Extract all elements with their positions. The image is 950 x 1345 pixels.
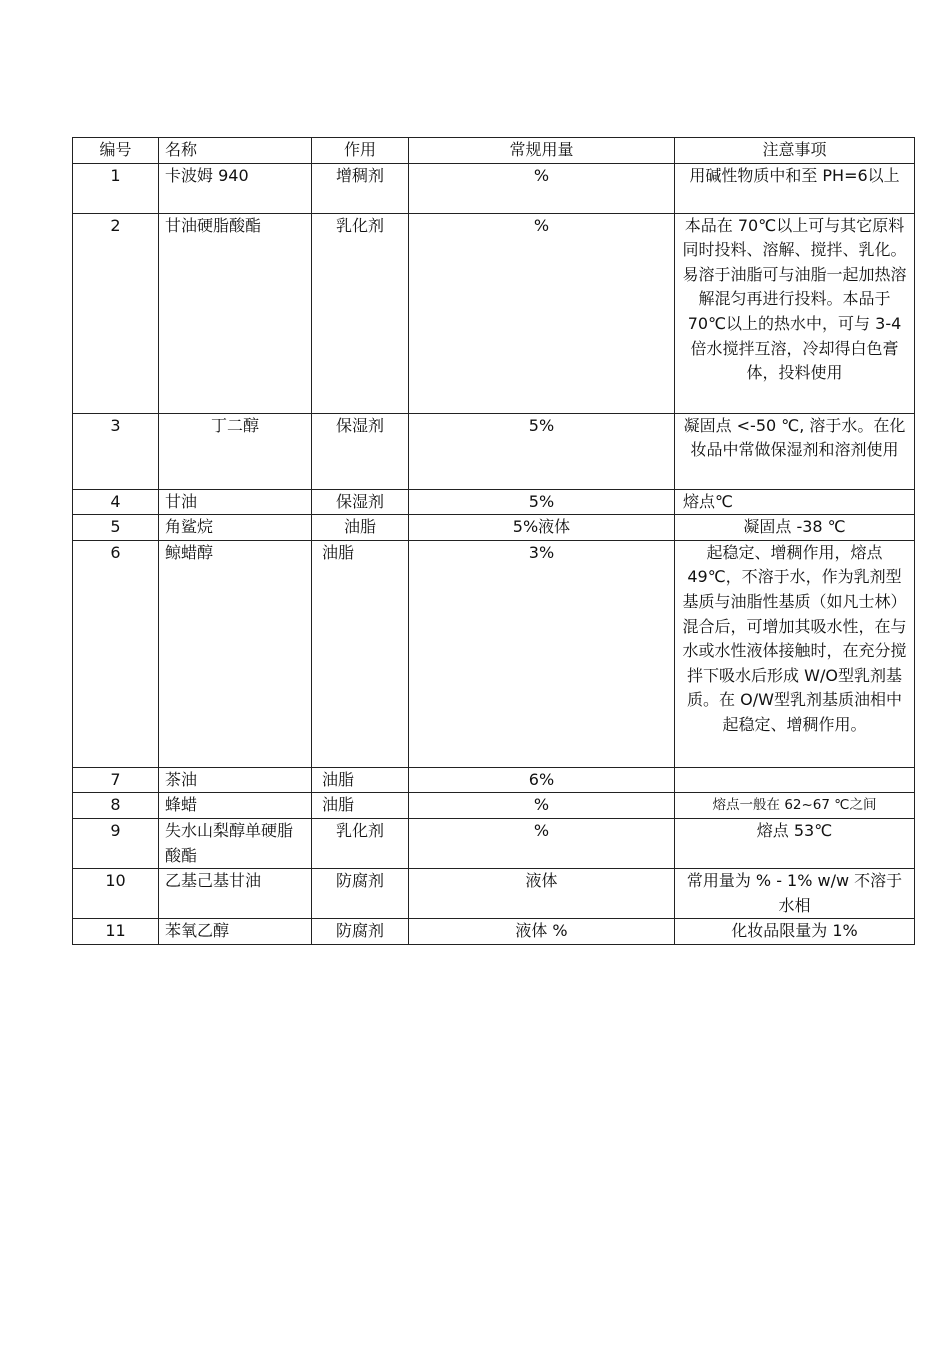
cell-name: 失水山梨醇单硬脂酸酯 xyxy=(159,818,312,868)
header-no: 编号 xyxy=(73,138,159,164)
header-dosage: 常规用量 xyxy=(409,138,675,164)
cell-dosage: 液体 xyxy=(409,869,675,919)
cell-name: 鲸蜡醇 xyxy=(159,540,312,767)
cell-dosage: 5% xyxy=(409,413,675,489)
cell-name: 苯氧乙醇 xyxy=(159,919,312,945)
cell-notes: 熔点 53℃ xyxy=(675,818,915,868)
cell-name: 丁二醇 xyxy=(159,413,312,489)
cell-dosage: % xyxy=(409,163,675,213)
table-row xyxy=(73,919,915,945)
table-header-row xyxy=(73,138,915,164)
cell-notes: 熔点一般在 62~67 ℃之间 xyxy=(675,793,915,819)
cell-name: 卡波姆 940 xyxy=(159,163,312,213)
cell-name: 甘油硬脂酸酯 xyxy=(159,213,312,413)
table-row xyxy=(73,413,915,489)
cell-function: 乳化剂 xyxy=(312,213,409,413)
table-row xyxy=(73,489,915,515)
table-row xyxy=(73,767,915,793)
cell-dosage: 6% xyxy=(409,767,675,793)
cell-dosage: 5%液体 xyxy=(409,515,675,541)
cell-function: 防腐剂 xyxy=(312,869,409,919)
cell-notes xyxy=(675,767,915,793)
cell-function: 保湿剂 xyxy=(312,489,409,515)
header-function: 作用 xyxy=(312,138,409,164)
cell-notes: 凝固点 -38 ℃ xyxy=(675,515,915,541)
cell-no: 1 xyxy=(73,163,159,213)
cell-function: 油脂 xyxy=(312,515,409,541)
cell-function: 油脂 xyxy=(312,540,409,767)
cell-notes: 熔点℃ xyxy=(675,489,915,515)
cell-notes: 化妆品限量为 1% xyxy=(675,919,915,945)
cell-no: 2 xyxy=(73,213,159,413)
cell-dosage: % xyxy=(409,213,675,413)
cell-function: 乳化剂 xyxy=(312,818,409,868)
cell-no: 8 xyxy=(73,793,159,819)
cell-no: 9 xyxy=(73,818,159,868)
cell-no: 3 xyxy=(73,413,159,489)
table-row xyxy=(73,515,915,541)
cell-notes: 本品在 70℃以上可与其它原料同时投料、溶解、搅拌、乳化。易溶于油脂可与油脂一起加热溶解混匀再进行投料。本品于 70℃以上的热水中，可与 3-4 倍水搅拌互溶，冷却得白色膏体，投料使用 xyxy=(675,213,915,413)
cell-no: 5 xyxy=(73,515,159,541)
table-row xyxy=(73,540,915,767)
cell-name: 甘油 xyxy=(159,489,312,515)
table-row xyxy=(73,213,915,413)
cell-notes: 凝固点 <-50 ℃, 溶于水。在化妆品中常做保湿剂和溶剂使用 xyxy=(675,413,915,489)
cell-dosage: 液体 % xyxy=(409,919,675,945)
cell-dosage: 3% xyxy=(409,540,675,767)
cell-name: 角鲨烷 xyxy=(159,515,312,541)
cell-function: 保湿剂 xyxy=(312,413,409,489)
table-row xyxy=(73,869,915,919)
cell-no: 11 xyxy=(73,919,159,945)
header-name: 名称 xyxy=(159,138,312,164)
cell-function: 防腐剂 xyxy=(312,919,409,945)
cell-name: 蜂蜡 xyxy=(159,793,312,819)
cell-no: 7 xyxy=(73,767,159,793)
cell-function: 增稠剂 xyxy=(312,163,409,213)
table-row xyxy=(73,163,915,213)
cell-notes: 常用量为 % - 1% w/w 不溶于水相 xyxy=(675,869,915,919)
cell-function: 油脂 xyxy=(312,793,409,819)
cell-notes: 用碱性物质中和至 PH=6以上 xyxy=(675,163,915,213)
cell-no: 6 xyxy=(73,540,159,767)
cell-dosage: % xyxy=(409,793,675,819)
table-row xyxy=(73,818,915,868)
table-row xyxy=(73,793,915,819)
cell-dosage: % xyxy=(409,818,675,868)
cell-name: 茶油 xyxy=(159,767,312,793)
cell-dosage: 5% xyxy=(409,489,675,515)
cell-no: 4 xyxy=(73,489,159,515)
cell-notes: 起稳定、增稠作用，熔点 49℃，不溶于水，作为乳剂型基质与油脂性基质（如凡士林）混合后，可增加其吸水性，在与水或水性液体接触时，在充分搅拌下吸水后形成 W/O型乳剂基质。在 O/W型乳剂基质油相中起稳定、增稠作用。 xyxy=(675,540,915,767)
cell-no: 10 xyxy=(73,869,159,919)
ingredients-table xyxy=(72,137,915,945)
cell-function: 油脂 xyxy=(312,767,409,793)
header-notes: 注意事项 xyxy=(675,138,915,164)
cell-name: 乙基己基甘油 xyxy=(159,869,312,919)
